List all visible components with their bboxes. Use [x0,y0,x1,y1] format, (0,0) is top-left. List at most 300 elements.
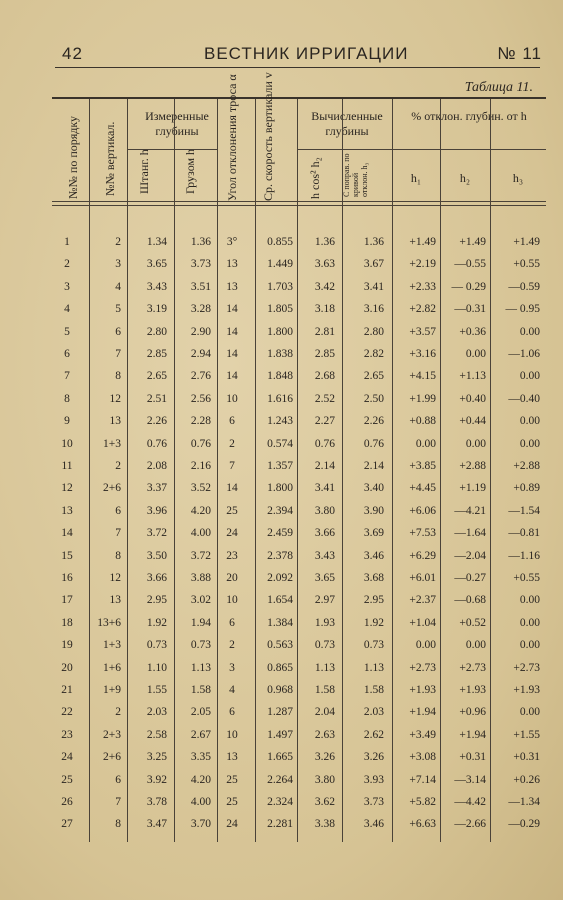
cell-dev-h2: 0.00 [465,639,486,652]
row-divider [297,149,392,150]
cell-h3: 2.65 [363,370,384,383]
cell-dev-h3: —0.40 [508,392,540,405]
cell-h3: 1.58 [363,684,384,696]
cell-dev-h2: +2.88 [459,460,486,472]
cell-vertical: 1+3 [103,437,121,450]
header-deviation: % отклон. глубин. от h [411,109,527,123]
cell-speed: 0.574 [267,437,293,450]
cell-rod: 3.47 [146,818,167,831]
cell-h2: 3.65 [314,572,335,584]
cell-rod: 3.72 [146,527,167,540]
row-divider [52,205,546,206]
cell-dev-h3: +1.55 [513,728,540,741]
cell-angle: 14 [226,325,238,338]
cell-h2: 2.85 [314,348,335,360]
cell-h2: 1.93 [314,616,335,629]
cell-dev-h2: —4.21 [454,504,486,517]
cell-h3: 1.92 [363,616,384,629]
cell-h2: 3.38 [314,818,335,831]
cell-angle: 6 [229,706,235,719]
cell-dev-h1: +6.29 [409,549,436,562]
cell-dev-h1: +1.99 [409,392,436,405]
cell-dev-h3: —0.59 [508,280,540,293]
cell-speed: 0.563 [267,639,293,652]
cell-vertical: 2+6 [103,751,121,764]
cell-rod: 3.19 [146,303,167,316]
cell-dev-h1: +2.19 [409,258,436,271]
cell-angle: 2 [229,437,235,450]
cell-vertical: 1+9 [103,684,121,696]
cell-h2: 3.63 [314,258,335,271]
page-number: 42 [62,44,83,63]
cell-weight: 3.88 [190,572,211,584]
cell-dev-h2: +0.36 [459,325,486,338]
cell-rod: 3.96 [146,504,167,517]
cell-angle: 13 [226,280,238,293]
cell-h3: 2.50 [363,392,384,405]
cell-dev-h2: +0.52 [459,616,486,629]
journal-title: ВЕСТНИК ИРРИГАЦИИ [204,44,409,63]
cell-angle: 25 [226,796,238,808]
cell-order: 1 [64,236,70,248]
header-h2: h₂ [459,171,471,185]
cell-speed: 2.264 [267,773,293,786]
cell-h2: 3.80 [314,773,335,786]
cell-speed: 1.848 [267,370,293,383]
cell-weight: 0.76 [190,437,211,450]
cell-weight: 2.16 [190,460,211,472]
cell-speed: 1.665 [267,751,293,764]
cell-speed: 1.616 [267,392,293,405]
cell-rod: 2.80 [146,325,167,338]
cell-speed: 1.654 [267,594,293,607]
cell-angle: 24 [226,527,238,540]
cell-vertical: 8 [115,818,121,831]
cell-dev-h2: —2.66 [454,818,486,831]
cell-dev-h2: +1.49 [459,236,486,248]
cell-dev-h2: +0.44 [459,415,486,428]
cell-angle: 10 [226,392,238,405]
cell-speed: 0.865 [267,661,293,674]
cell-vertical: 2 [115,706,121,719]
cell-dev-h1: +2.82 [409,303,436,316]
cell-rod: 3.50 [146,549,167,562]
cell-dev-h3: +0.89 [513,482,540,495]
cell-weight: 2.67 [190,728,211,741]
cell-h3: 3.90 [363,504,384,517]
cell-angle: 13 [226,751,238,764]
cell-dev-h1: +6.63 [409,818,436,831]
cell-order: 24 [61,751,73,764]
cell-dev-h3: 0.00 [519,415,540,428]
cell-dev-h2: —0.55 [454,258,486,271]
cell-dev-h1: +1.49 [409,236,436,248]
cell-h3: 1.36 [363,236,384,248]
cell-speed: 2.459 [267,527,293,540]
cell-dev-h1: +1.94 [409,706,436,719]
cell-vertical: 2 [115,460,121,472]
cell-h2: 3.41 [314,482,335,495]
cell-rod: 1.10 [146,661,167,674]
cell-h2: 2.97 [314,594,335,607]
cell-weight: 3.70 [190,818,211,831]
cell-h2: 3.18 [314,303,335,316]
cell-dev-h2: +1.13 [459,370,486,383]
cell-dev-h1: +2.33 [409,280,436,293]
header-curve-correction: С поправ. по кривой отклон. h₃ [342,153,369,197]
cell-vertical: 4 [115,280,121,293]
cell-rod: 0.73 [146,639,167,652]
cell-dev-h2: 0.00 [465,437,486,450]
cell-weight: 4.00 [190,527,211,540]
cell-dev-h3: —0.29 [508,818,540,831]
cell-vertical: 2+6 [103,482,121,495]
cell-dev-h2: +0.96 [459,706,486,719]
cell-rod: 2.51 [146,392,167,405]
row-divider [392,149,546,150]
cell-dev-h3: 0.00 [519,437,540,450]
cell-dev-h3: —0.81 [508,527,540,540]
cell-order: 6 [64,348,70,360]
cell-speed: 1.449 [267,258,293,271]
cell-speed: 1.243 [267,415,293,428]
cell-rod: 3.37 [146,482,167,495]
cell-h3: 3.26 [363,751,384,764]
cell-dev-h1: +7.53 [409,527,436,540]
row-divider [127,149,217,150]
cell-order: 12 [61,482,73,495]
cell-dev-h1: +3.49 [409,728,436,741]
cell-h2: 2.04 [314,706,335,719]
cell-dev-h1: +2.73 [409,661,436,674]
cell-speed: 1.838 [267,348,293,360]
cell-rod: 3.25 [146,751,167,764]
cell-dev-h3: +0.31 [513,751,540,764]
cell-speed: 2.378 [267,549,293,562]
cell-weight: 3.28 [190,303,211,316]
cell-rod: 1.34 [146,236,167,248]
cell-angle: 4 [229,684,235,696]
cell-order: 3 [64,280,70,293]
cell-angle: 3° [226,236,238,248]
cell-order: 19 [61,639,73,652]
cell-dev-h2: +1.19 [459,482,486,495]
issue-number: № 11 [497,44,542,63]
header-hcos: h cos² h₂ [308,157,322,199]
cell-weight: 2.56 [190,392,211,405]
cell-rod: 2.08 [146,460,167,472]
cell-weight: 2.76 [190,370,211,383]
cell-rod: 3.66 [146,572,167,584]
header-avg-speed: Ср. скорость вертикали v [261,72,275,201]
cell-dev-h2: —2.04 [454,549,486,562]
header-weight: Грузом h [183,148,197,194]
cell-speed: 2.092 [267,572,293,584]
cell-h3: 3.46 [363,549,384,562]
cell-dev-h1: 0.00 [415,437,436,450]
cell-vertical: 3 [115,258,121,271]
cell-angle: 14 [226,348,238,360]
cell-h2: 1.36 [314,236,335,248]
cell-vertical: 6 [115,773,121,786]
cell-h3: 2.95 [363,594,384,607]
cell-vertical: 5 [115,303,121,316]
cell-h2: 2.68 [314,370,335,383]
cell-weight: 4.00 [190,796,211,808]
cell-weight: 1.94 [190,616,211,629]
cell-vertical: 13 [109,415,121,428]
cell-weight: 3.51 [190,280,211,293]
cell-dev-h3: —1.34 [508,796,540,808]
header-h3: h₃ [512,171,524,185]
cell-angle: 10 [226,594,238,607]
cell-rod: 2.95 [146,594,167,607]
cell-order: 4 [64,303,70,316]
cell-h3: 3.41 [363,280,384,293]
cell-dev-h3: +1.93 [513,684,540,696]
cell-dev-h2: —0.27 [454,572,486,584]
cell-angle: 6 [229,616,235,629]
cell-dev-h2: —4.42 [454,796,486,808]
table-caption: Таблица 11. [464,80,533,95]
cell-dev-h2: —0.68 [454,594,486,607]
cell-dev-h1: +6.06 [409,504,436,517]
cell-h3: 3.93 [363,773,384,786]
cell-order: 21 [61,684,73,696]
cell-vertical: 7 [115,348,121,360]
cell-weight: 3.35 [190,751,211,764]
cell-h3: 2.80 [363,325,384,338]
cell-h3: 2.26 [363,415,384,428]
cell-speed: 0.968 [267,684,293,696]
cell-weight: 2.28 [190,415,211,428]
cell-dev-h1: +3.08 [409,751,436,764]
cell-speed: 2.394 [267,504,293,517]
cell-dev-h2: +0.40 [459,392,486,405]
cell-weight: 3.73 [190,258,211,271]
cell-dev-h1: +6.01 [409,572,436,584]
cell-dev-h2: +0.31 [459,751,486,764]
cell-order: 15 [61,549,73,562]
header-cable-angle: Угол отклонения троса α [225,74,239,201]
cell-h2: 3.80 [314,504,335,517]
cell-dev-h3: +0.26 [513,773,540,786]
cell-angle: 10 [226,728,238,741]
cell-angle: 6 [229,415,235,428]
cell-angle: 13 [226,258,238,271]
cell-vertical: 6 [115,325,121,338]
running-head [62,44,542,66]
cell-dev-h3: — 0.95 [505,303,540,316]
cell-weight: 3.72 [190,549,211,562]
cell-weight: 1.13 [190,661,211,674]
header-rod: Штанг. h [137,149,151,194]
cell-dev-h3: +1.49 [513,236,540,248]
cell-h3: 2.14 [363,460,384,472]
cell-order: 14 [61,527,73,540]
cell-h2: 3.66 [314,527,335,540]
cell-order: 22 [61,706,73,719]
cell-order: 13 [61,504,73,517]
header-vertical-no: №№ вертикал. [103,121,117,196]
cell-speed: 2.324 [267,796,293,808]
cell-speed: 1.703 [267,280,293,293]
cell-rod: 2.03 [146,706,167,719]
cell-h3: 2.03 [363,706,384,719]
cell-vertical: 8 [115,549,121,562]
cell-order: 25 [61,773,73,786]
cell-h3: 3.73 [363,796,384,808]
cell-weight: 2.05 [190,706,211,719]
cell-angle: 25 [226,504,238,517]
cell-h2: 3.62 [314,796,335,808]
cell-dev-h3: 0.00 [519,594,540,607]
header-computed-depths: Вычисленные глубины [311,109,383,138]
cell-dev-h2: —3.14 [454,773,486,786]
cell-h2: 2.63 [314,728,335,741]
cell-h2: 2.27 [314,415,335,428]
cell-angle: 20 [226,572,238,584]
cell-h3: 2.62 [363,728,384,741]
cell-order: 18 [61,616,73,629]
cell-speed: 1.287 [267,706,293,719]
cell-h3: 1.13 [363,661,384,674]
cell-dev-h1: +1.93 [409,684,436,696]
cell-dev-h3: +0.55 [513,258,540,271]
cell-speed: 1.800 [267,482,293,495]
cell-weight: 0.73 [190,639,211,652]
cell-angle: 14 [226,482,238,495]
cell-speed: 1.805 [267,303,293,316]
cell-vertical: 2+3 [103,728,121,741]
cell-vertical: 1+6 [103,661,121,674]
cell-order: 23 [61,728,73,741]
cell-order: 8 [64,392,70,405]
cell-angle: 14 [226,303,238,316]
row-divider [52,201,546,202]
cell-dev-h2: — 0.29 [451,280,486,293]
header-rule [55,67,540,68]
cell-dev-h3: —1.06 [508,348,540,360]
cell-dev-h1: +7.14 [409,773,436,786]
cell-weight: 2.90 [190,325,211,338]
cell-rod: 3.78 [146,796,167,808]
cell-dev-h3: 0.00 [519,639,540,652]
cell-vertical: 12 [109,572,121,584]
cell-order: 16 [61,572,73,584]
cell-rod: 2.58 [146,728,167,741]
cell-vertical: 13+6 [97,616,121,629]
cell-dev-h1: +3.57 [409,325,436,338]
cell-dev-h3: +2.73 [513,661,540,674]
cell-dev-h2: —0.31 [454,303,486,316]
cell-vertical: 12 [109,392,121,405]
cell-vertical: 13 [109,594,121,607]
cell-order: 11 [61,460,73,472]
header-h1: h₁ [410,171,422,185]
cell-h2: 2.14 [314,460,335,472]
cell-vertical: 7 [115,527,121,540]
cell-h2: 3.43 [314,549,335,562]
cell-dev-h2: +2.73 [459,661,486,674]
cell-dev-h3: —1.16 [508,549,540,562]
cell-dev-h3: 0.00 [519,325,540,338]
cell-speed: 0.855 [267,236,293,248]
cell-rod: 1.92 [146,616,167,629]
cell-rod: 3.43 [146,280,167,293]
cell-weight: 3.02 [190,594,211,607]
cell-vertical: 8 [115,370,121,383]
cell-dev-h3: 0.00 [519,370,540,383]
cell-order: 27 [61,818,73,831]
cell-weight: 1.36 [190,236,211,248]
cell-order: 17 [61,594,73,607]
cell-rod: 1.55 [146,684,167,696]
cell-rod: 0.76 [146,437,167,450]
cell-h3: 3.46 [363,818,384,831]
cell-dev-h2: +1.93 [459,684,486,696]
cell-dev-h3: 0.00 [519,616,540,629]
cell-speed: 1.384 [267,616,293,629]
cell-weight: 3.52 [190,482,211,495]
cell-h3: 3.69 [363,527,384,540]
cell-dev-h1: +0.88 [409,415,436,428]
cell-order: 20 [61,661,73,674]
cell-speed: 1.497 [267,728,293,741]
cell-dev-h2: 0.00 [465,348,486,360]
cell-dev-h1: +4.45 [409,482,436,495]
cell-h2: 2.52 [314,392,335,405]
cell-dev-h3: —1.54 [508,504,540,517]
cell-h2: 3.26 [314,751,335,764]
cell-h2: 2.81 [314,325,335,338]
cell-speed: 2.281 [267,818,293,831]
cell-dev-h1: +3.85 [409,460,436,472]
cell-h2: 1.13 [314,661,335,674]
cell-h2: 0.76 [314,437,335,450]
cell-dev-h1: 0.00 [415,639,436,652]
cell-h3: 3.67 [363,258,384,271]
cell-h3: 3.16 [363,303,384,316]
cell-vertical: 7 [115,796,121,808]
cell-h3: 0.73 [363,639,384,652]
cell-rod: 2.26 [146,415,167,428]
cell-order: 2 [64,258,70,271]
cell-dev-h3: +2.88 [513,460,540,472]
cell-order: 5 [64,325,70,338]
header-order-no: №№ по порядку [66,115,80,199]
cell-speed: 1.357 [267,460,293,472]
cell-vertical: 1+3 [103,639,121,652]
cell-h3: 2.82 [363,348,384,360]
cell-weight: 4.20 [190,504,211,517]
cell-dev-h3: +0.55 [513,572,540,584]
cell-angle: 14 [226,370,238,383]
cell-rod: 3.65 [146,258,167,271]
cell-h3: 3.40 [363,482,384,495]
cell-vertical: 2 [115,236,121,248]
cell-dev-h1: +1.04 [409,616,436,629]
header-measured-depths: Измеренные глубины [145,109,209,138]
cell-dev-h1: +3.16 [409,348,436,360]
cell-order: 10 [61,437,73,450]
cell-dev-h1: +2.37 [409,594,436,607]
cell-angle: 2 [229,639,235,652]
cell-weight: 4.20 [190,773,211,786]
cell-dev-h2: —1.64 [454,527,486,540]
cell-angle: 24 [226,818,238,831]
cell-angle: 7 [229,460,235,472]
